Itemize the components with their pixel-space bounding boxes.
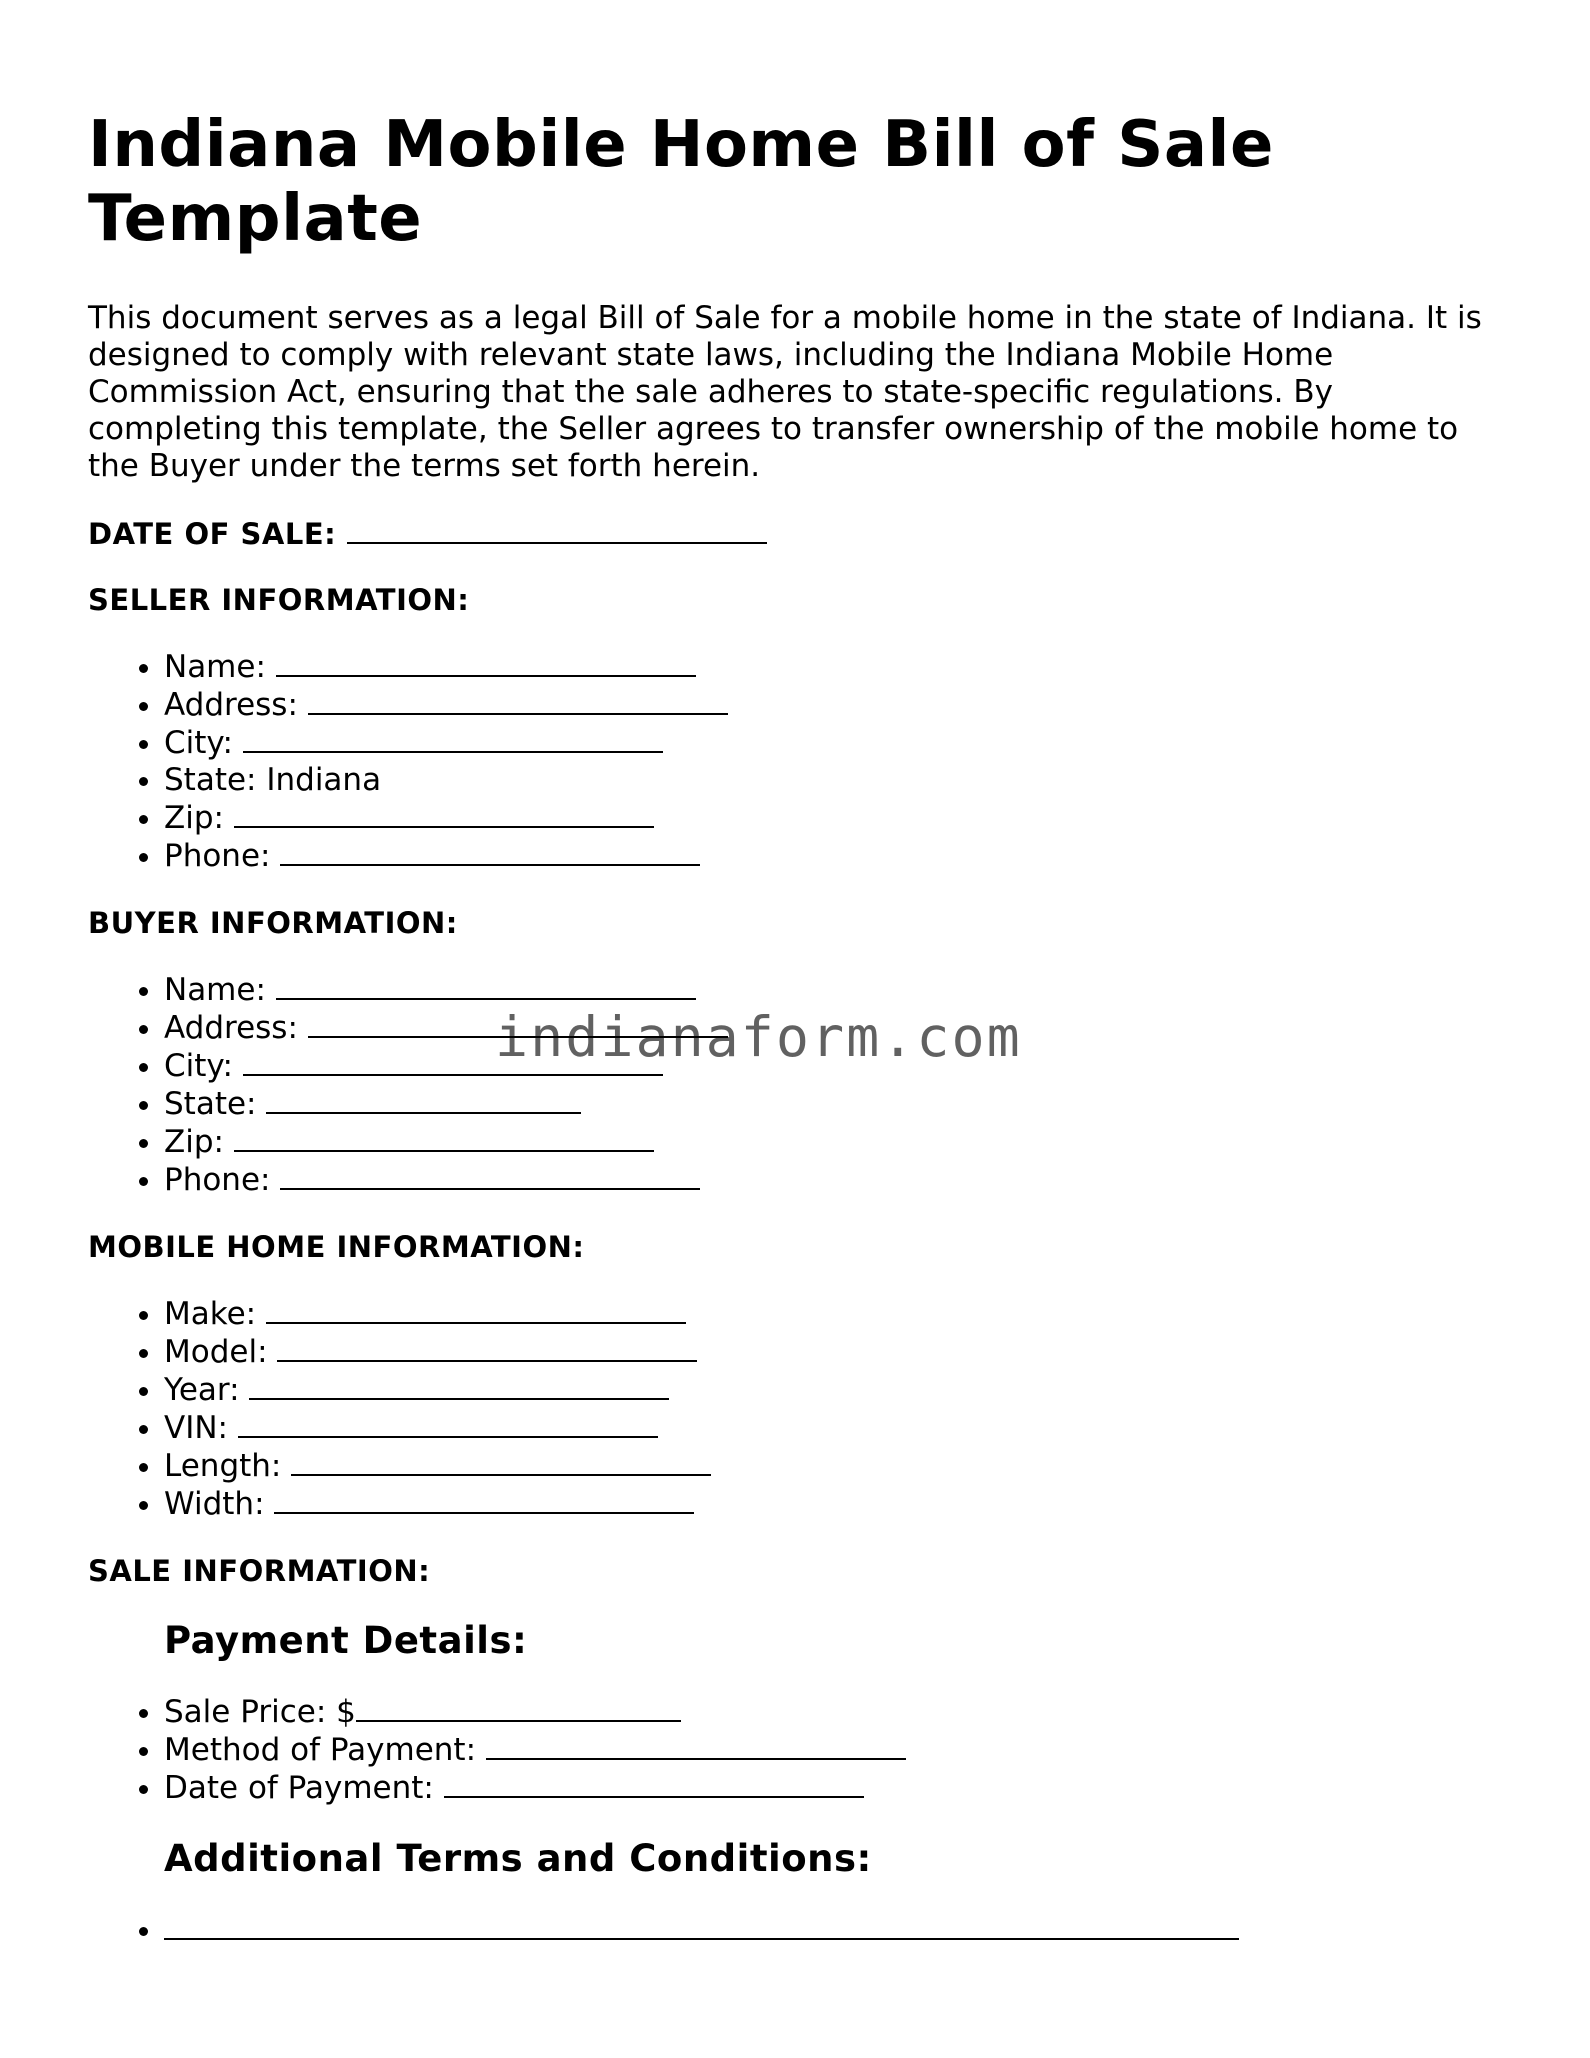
seller-address-blank[interactable] [308,686,728,715]
vin-blank[interactable] [238,1409,658,1438]
seller-city-blank[interactable] [243,724,663,753]
seller-address-label: Address: [164,687,298,723]
make-label: Make: [164,1296,257,1332]
payment-details-heading: Payment Details: [164,1619,528,1662]
model-label: Model: [164,1334,268,1370]
buyer-zip-blank[interactable] [234,1123,654,1152]
watermark-text: indianaform.com [495,1005,1022,1069]
list-item [164,686,1508,724]
sale-price-label: Sale Price: $ [164,1694,356,1730]
buyer-city-blank[interactable] [243,1047,663,1076]
date-of-sale-row [88,515,1508,552]
payment-method-label: Method of Payment: [164,1732,477,1768]
list-item [164,799,1508,837]
list-item [164,1333,1508,1371]
buyer-phone-label: Phone: [164,1162,271,1198]
seller-state-label: State: Indiana [164,762,382,798]
list-item [164,762,1508,799]
list-item [164,1123,1508,1161]
list-item [164,1009,1508,1047]
terms-blank[interactable] [164,1911,1239,1940]
vin-label: VIN: [164,1410,228,1446]
additional-terms-heading: Additional Terms and Conditions: [164,1837,872,1880]
sale-price-blank[interactable] [356,1693,681,1722]
page-title: Indiana Mobile Home Bill of Sale Template [88,108,1274,256]
list-item [164,1769,1508,1807]
list-item [164,1447,1508,1485]
payment-method-blank[interactable] [486,1731,906,1760]
buyer-state-label: State: [164,1086,257,1122]
seller-phone-blank[interactable] [280,837,700,866]
list-item [164,971,1508,1009]
payment-date-blank[interactable] [444,1769,864,1798]
list-item [164,1731,1508,1769]
length-label: Length: [164,1448,282,1484]
buyer-name-label: Name: [164,972,266,1008]
payment-list [88,1693,1508,1807]
date-of-sale-label: DATE OF SALE: [88,517,337,551]
payment-date-label: Date of Payment: [164,1770,434,1806]
seller-heading: SELLER INFORMATION: [88,583,470,617]
list-item [164,1371,1508,1409]
document-page [88,108,1508,1979]
year-label: Year: [164,1372,240,1408]
list-item [164,1161,1508,1199]
list-item [164,1409,1508,1447]
date-of-sale-blank[interactable] [347,515,767,544]
year-blank[interactable] [249,1371,669,1400]
seller-phone-label: Phone: [164,838,271,874]
buyer-heading: BUYER INFORMATION: [88,906,458,940]
seller-zip-label: Zip: [164,800,224,836]
list-item [164,837,1508,875]
list-item [164,724,1508,762]
buyer-list [88,971,1508,1199]
model-blank[interactable] [277,1333,697,1362]
seller-name-blank[interactable] [276,648,696,677]
list-item [164,648,1508,686]
sale-heading: SALE INFORMATION: [88,1554,431,1588]
buyer-address-blank[interactable] [308,1009,728,1038]
list-item [164,1295,1508,1333]
list-item [164,1911,1508,1949]
make-blank[interactable] [266,1295,686,1324]
seller-list [88,648,1508,875]
seller-name-label: Name: [164,649,266,685]
buyer-city-label: City: [164,1048,233,1084]
list-item [164,1693,1508,1731]
seller-zip-blank[interactable] [234,799,654,828]
width-label: Width: [164,1486,265,1522]
width-blank[interactable] [274,1485,694,1514]
length-blank[interactable] [291,1447,711,1476]
mobile-home-heading: MOBILE HOME INFORMATION: [88,1230,585,1264]
list-item [164,1085,1508,1123]
seller-city-label: City: [164,725,233,761]
mobile-home-list [88,1295,1508,1523]
buyer-zip-label: Zip: [164,1124,224,1160]
buyer-address-label: Address: [164,1010,298,1046]
list-item [164,1047,1508,1085]
intro-paragraph: This document serves as a legal Bill of Sale for a mobile home in the state of Indiana. It is designed to comply with relevant state laws, including the Indiana Mobile Home Commission Act, ensuring that the sale adheres to state-specific regulations. By completing this template, the Seller agrees to transfer ownership of the mobile home to the Buyer under the terms set forth herein. [88,300,1482,484]
buyer-state-blank[interactable] [266,1085,581,1114]
list-item [164,1485,1508,1523]
buyer-name-blank[interactable] [276,971,696,1000]
buyer-phone-blank[interactable] [280,1161,700,1190]
terms-list [88,1911,1508,1949]
